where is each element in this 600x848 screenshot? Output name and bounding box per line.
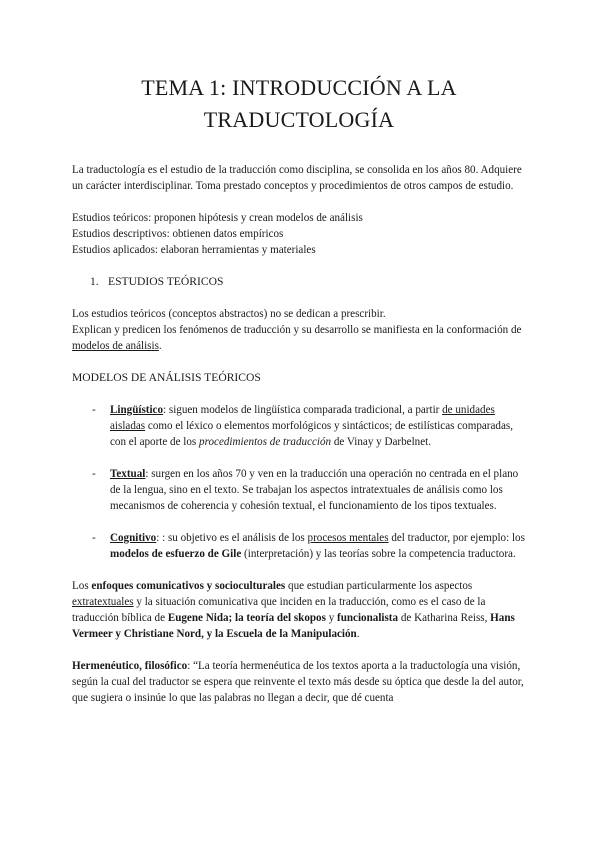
models-analysis-underlined: modelos de análisis <box>72 340 159 352</box>
studies-list <box>72 210 526 258</box>
models-list <box>72 402 526 562</box>
text: y <box>325 612 338 624</box>
study-descriptive: Estudios descriptivos: obtienen datos empíricos <box>72 228 284 240</box>
section-title-text: ESTUDIOS TEÓRICOS <box>108 275 224 288</box>
text: de Katharina Reiss, <box>398 612 491 624</box>
model-text: como el léxico o elementos morfológicos y sintácticos; de estilísticas comparadas, con el aporte de los <box>110 420 513 448</box>
dash-bullet: - <box>92 468 96 480</box>
model-cognitive <box>72 530 526 562</box>
model-text: de Vinay y Darbelnet. <box>331 436 431 448</box>
dash-bullet: - <box>92 532 96 544</box>
model-text: del traductor, por ejemplo: los <box>388 532 525 544</box>
bold-text: Hans Vermeer y Christiane Nord, y la Escuela de la Manipulación <box>72 612 515 640</box>
bold-text: enfoques comunicativos y socioculturales <box>91 580 286 592</box>
model-underlined: de unidades aisladas <box>110 404 495 432</box>
page-title <box>72 72 526 136</box>
model-text: (interpretación) y las teorías sobre la competencia traductora. <box>241 548 516 560</box>
underlined-text: extratextuales <box>72 596 134 608</box>
model-text: : siguen modelos de lingüística comparada tradicional, a partir <box>163 404 443 416</box>
dash-bullet: - <box>92 404 96 416</box>
model-term: Cognitivo <box>110 532 157 544</box>
model-bold: modelos de esfuerzo de Gile <box>110 548 242 560</box>
models-heading: MODELOS DE ANÁLISIS TEÓRICOS <box>72 371 261 384</box>
section-heading-1 <box>90 274 526 290</box>
title-line-2: TRADUCTOLOGÍA <box>203 107 395 132</box>
model-text: : : su objetivo es el análisis de los <box>156 532 308 544</box>
bold-term: Hermenéutico, filosófico <box>72 660 188 672</box>
study-theoretical: Estudios teóricos: proponen hipótesis y crean modelos de análisis <box>72 212 363 224</box>
approaches-paragraph <box>72 578 526 642</box>
title-line-1: TEMA 1: INTRODUCCIÓN A LA <box>141 75 457 100</box>
model-term: Textual <box>110 468 146 480</box>
theory-text: Explican y predicen los fenómenos de traducción y su desarrollo se manifiesta en la conformación de <box>72 324 522 336</box>
text: . <box>356 628 360 640</box>
text: : “La teoría hermenéutica de los textos aporta a la traductología una visión, según la cual del traductor se espera que reinvente el texto más desde su óptica que desde la del autor, que sugiera o insinúe lo que las palabras no llegan a decir, que dé cuenta <box>72 660 524 704</box>
model-textual <box>72 466 526 514</box>
model-term: Lingüístico <box>110 404 164 416</box>
model-linguistic <box>72 402 526 450</box>
section-number: 1. <box>90 275 99 288</box>
hermeneutic-paragraph <box>72 658 526 706</box>
bold-text: funcionalista <box>337 612 399 624</box>
study-applied: Estudios aplicados: elaboran herramientas y materiales <box>72 244 316 256</box>
model-text: : surgen en los años 70 y ven en la traducción una operación no centrada en el plano de la lengua, sino en el texto. Se trabajan los aspectos intratextuales de análisis como los mecanismos de coherencia y cohesión textual, el funcionamiento de los tipos textuales. <box>110 468 519 512</box>
theory-line-2 <box>72 322 526 354</box>
theory-line-1: Los estudios teóricos (conceptos abstractos) no se dedican a prescribir. <box>72 308 386 320</box>
text: que estudian particularmente los aspectos <box>285 580 473 592</box>
theory-period: . <box>158 340 162 352</box>
theory-paragraph <box>72 306 526 354</box>
text: y la situación comunicativa que inciden en la traducción, como es el caso de la traducción bíblica de <box>72 596 486 624</box>
bold-text: Eugene Nida; la teoría del skopos <box>167 612 326 624</box>
model-italic: procedimientos de traducción <box>199 436 332 448</box>
text: Los <box>72 580 92 592</box>
intro-paragraph: La traductología es el estudio de la traducción como disciplina, se consolida en los años 80. Adquiere un carácter interdisciplinar. Toma prestado conceptos y procedimientos de otros campos de estudio. <box>72 164 522 192</box>
model-underlined: procesos mentales <box>307 532 389 544</box>
